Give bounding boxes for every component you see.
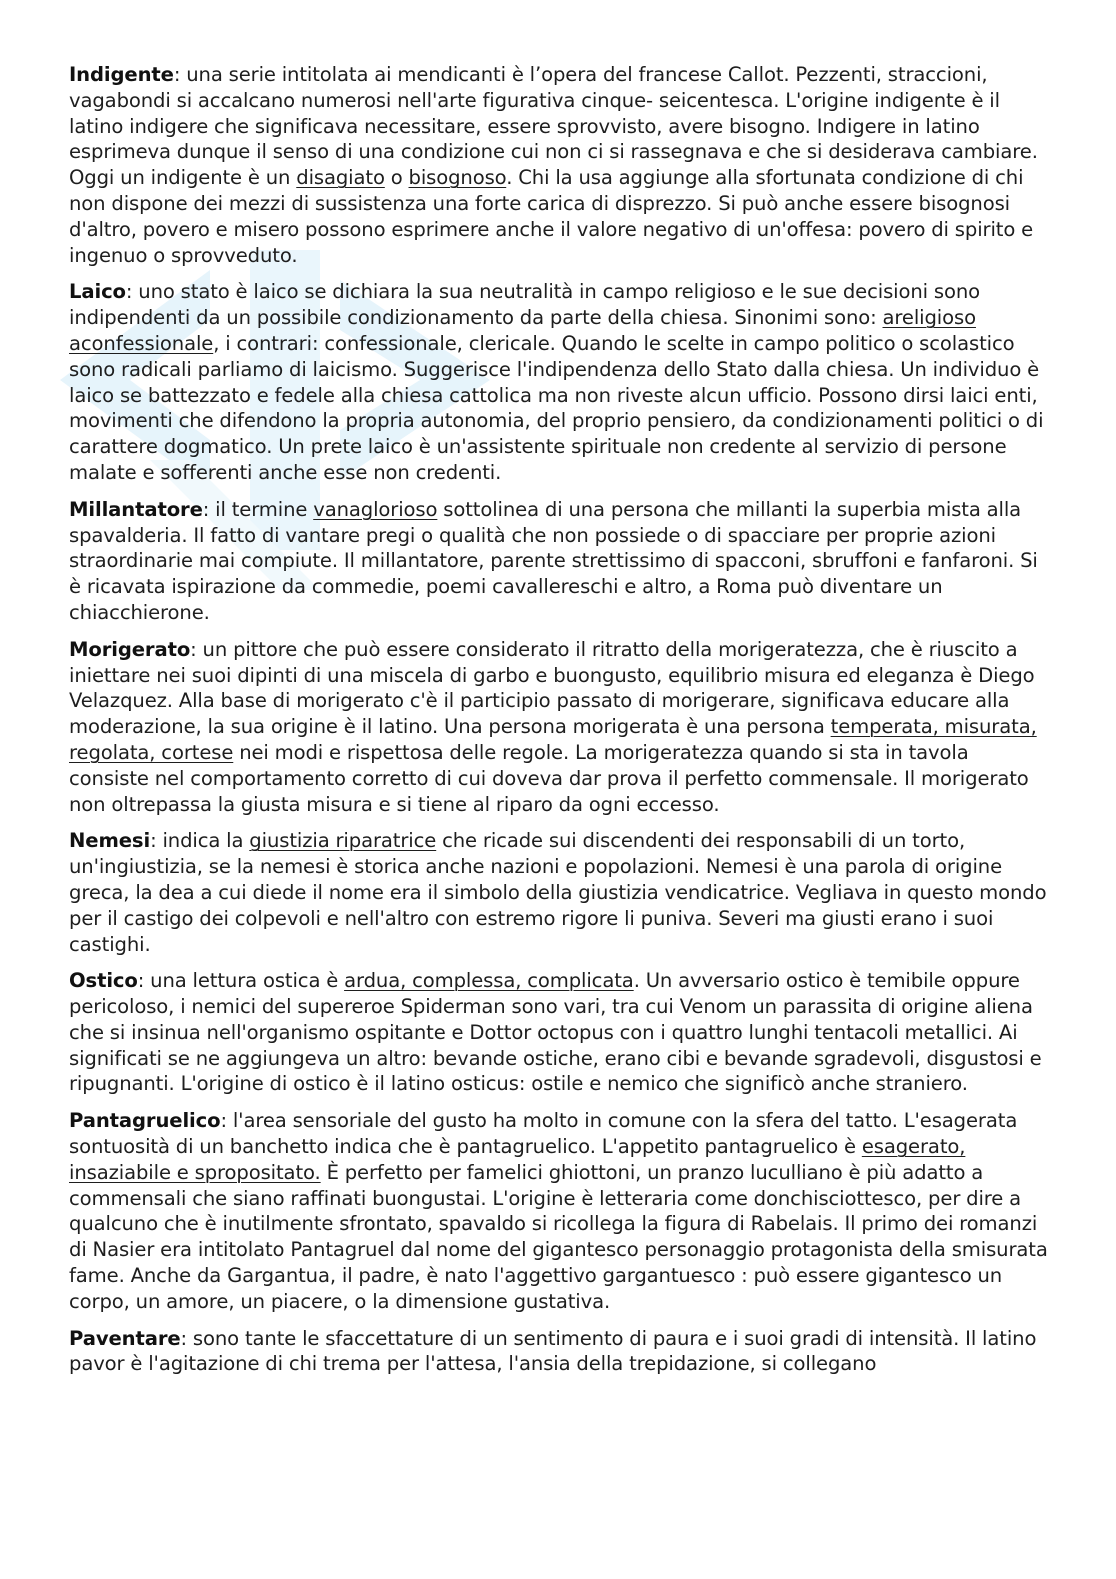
entry-text: sottolinea di una persona che millanti la superbia mista alla spavalderia. Il fatto di vantare pregi o qualità che non possiede o di spacciare per proprie azioni straordinarie mai compiute. Il millantatore, parente strettissimo di spacconi, sbruffoni e fanfaroni. Si è ricavata ispirazione da commedie, poemi cavallereschi e altro, a Roma può diventare un chiacchierone. [69,497,1038,624]
entry-indigente [69,62,1051,268]
underlined-synonyms: giustizia riparatrice [249,829,437,853]
entry-text: nei modi e rispettosa delle regole. La morigeratezza quando si sta in tavola consiste nel comportamento corretto di cui doveva dar prova il perfetto commensale. Il morigerato non oltrepassa la giusta misura e si tiene al riparo da ogni eccesso. [69,740,1029,816]
entry-millantatore [69,497,1051,626]
entry-text: , i contrari: confessionale, clericale. Quando le scelte in campo politico o scolastico sono radicali parliamo di laicismo. Suggerisce l'indipendenza dello Stato dalla chiesa. Un individuo è laico se battezzato e fedele alla chiesa cattolica ma non riveste alcun ufficio. Possono dirsi laici enti, movimenti che difendono la propria autonomia, del proprio pensiero, da condizionamenti politici o di carattere dogmatico. Un prete laico è un'assistente spirituale non credente al servizio di persone malate e sofferenti anche esse non credenti. [69,331,1044,484]
entry-term: Morigerato [69,637,191,661]
document-body [69,62,1051,1388]
entry-term: Pantagruelico [69,1109,221,1133]
entry-term: Nemesi [69,829,151,853]
underlined-synonyms: disagiato [296,166,385,190]
entry-term: Ostico [69,969,138,993]
underlined-synonyms: ardua, complessa, complicata [344,969,634,993]
underlined-synonyms: bisognoso [408,166,507,190]
entry-nemesi [69,828,1051,957]
entry-text: : l'area sensoriale del gusto ha molto in comune con la sfera del tatto. L'esagerata sontuosità di un banchetto indica che è pantagruelico. L'appetito pantagruelico è [69,1109,1018,1159]
entry-term: Paventare [69,1326,181,1350]
entry-text: : un pittore che può essere considerato il ritratto della morigeratezza, che è riuscito a iniettare nei suoi dipinti di una miscela di garbo e buongusto, equilibrio misura ed eleganza è Diego Velazquez. Alla base di morigerato c'è il participio passato di morigerare, significava educare alla moderazione, la sua origine è il latino. Una persona morigerata è una persona [69,637,1035,739]
entry-text: : una lettura ostica è [137,969,345,993]
underlined-synonyms: areligioso aconfessionale [69,306,976,355]
entry-text: : uno stato è laico se dichiara la sua neutralità in campo religioso e le sue decisioni sono indipendenti da un possibile condizionamento da parte della chiesa. Sinonimi sono: [69,280,981,330]
entry-paventare [69,1326,1051,1378]
entry-text: . Un avversario ostico è temibile oppure pericoloso, i nemici del supereroe Spiderman sono vari, tra cui Venom un parassita di origine aliena che si insinua nell'organismo ospitante e Dottor octopus con i quattro lunghi tentacoli metallici. Ai significati se ne aggiungeva un altro: bevande ostiche, erano cibi e bevande sgradevoli, disgustosi e ripugnanti. L'origine di ostico è il latino osticus: ostile e nemico che significò anche straniero. [69,969,1042,1096]
entry-term: Indigente [69,63,174,86]
entry-text: È perfetto per famelici ghiottoni, un pranzo luculliano è più adatto a commensali che siano raffinati buongustai. L'origine è letteraria come donchisciottesco, per dire a qualcuno che è inutilmente sfrontato, spavaldo si ricollega la figura di Rabelais. Il primo dei romanzi di Nasier era intitolato Pantagruel dal nome del gigantesco personaggio protagonista della smisurata fame. Anche da Gargantua, il padre, è nato l'aggettivo gargantuesco : può essere gigantesco un corpo, un amore, un piacere, o la dimensione gustativa. [69,1160,1048,1313]
entry-term: Millantatore [69,497,203,521]
entry-laico [69,279,1051,485]
underlined-synonyms: vanaglorioso [313,497,438,521]
entry-text: . Chi la usa aggiunge alla sfortunata condizione di chi non dispone dei mezzi di sussistenza una forte carica di disprezzo. Si può anche essere bisognosi d'altro, povero e misero possono esprimere anche il valore negativo di un'offesa: povero di spirito e ingenuo o sprovveduto. [69,166,1034,267]
entry-pantagruelico [69,1108,1051,1314]
entry-ostico [69,968,1051,1097]
entry-text: : il termine [202,497,314,521]
underlined-synonyms: esagerato, insaziabile e spropositato. [69,1135,966,1184]
entry-text: : una serie intitolata ai mendicanti è l’opera del francese Callot. Pezzenti, straccioni, vagabondi si accalcano numerosi nell'arte figurativa cinque- seicentesca. L'origine indigente è il latino indigere che significava necessitare, essere sprovvisto, avere bisogno. Indigere in latino esprimeva dunque il senso di una condizione cui non ci si rassegnava e che si desiderava cambiare. Oggi un indigente è un [69,63,1038,190]
entry-text: che ricade sui discendenti dei responsabili di un torto, un'ingiustizia, se la nemesi è storica anche nazioni e popolazioni. Nemesi è una parola di origine greca, la dea a cui diede il nome era il simbolo della giustizia vendicatrice. Vegliava in questo mondo per il castigo dei colpevoli e nell'altro con estremo rigore li puniva. Severi ma giusti erano i suoi castighi. [69,829,1047,956]
entry-term: Laico [69,280,126,304]
entry-text: : sono tante le sfaccettature di un sentimento di paura e i suoi gradi di intensità. Il latino pavor è l'agitazione di chi trema per l'attesa, l'ansia della trepidazione, si collegano [69,1326,1037,1376]
entry-text: : indica la [150,829,250,853]
entry-morigerato [69,637,1051,818]
underlined-synonyms: temperata, misurata, regolata, cortese [69,715,1037,764]
entry-text: o [384,166,409,190]
